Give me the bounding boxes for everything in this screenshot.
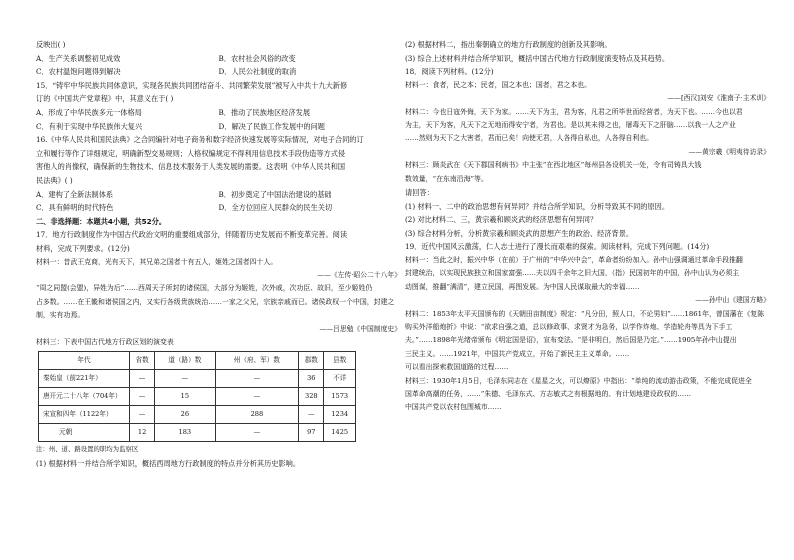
q17-subquestion-2: (2) 根据材料二，指出秦朝确立的地方行政制度的创新及其影响。 [405,40,612,49]
q19-material-1-line3: 动图谋，推翻“满清”，建立民国，再图发展。为中国人民谋取最大的幸福…… [405,282,640,291]
table-cell: — [215,424,299,442]
q16-stem-1: 16.《中华人民共和国民法典》之合同编针对电子商务和数字经济快速发展等实际情况，对电子合同的订 [36,135,364,145]
q15-options-row2 [36,120,401,134]
q18-material-2-line2: 为主，天下为客，凡天下之无地而得安宁者，为君也。是以其未得之也，屠毒天下之肝脑……以我一人之产业 [405,121,736,129]
q16-options-row2 [36,201,401,215]
table-cell: 36 [299,370,324,388]
table-cell: 唐开元二十八年（704年） [39,388,130,406]
table-cell: 328 [299,388,324,406]
q17-stem-2: 材料，完成下列要求。(12分) [36,243,130,253]
table-cell: 秦始皇（前221年） [39,370,130,388]
table-row [39,388,356,406]
q17-material-1b-line3: 制，实有功焉。 [36,311,85,320]
q14-option-c: C．农村温饱问题得到解决 [36,67,121,77]
q19-material-2-line1: 材料二：1853年太平天国颁布的《天朝田亩制度》规定：“凡分田，照人口，不论男妇”……1861年，曾国藩在《复陈 [405,309,765,318]
table-header-cell: 郡数 [299,352,324,370]
q16-stem-2: 立和履行等作了详细规定，明确新型交易规则；人格权编规定不得利用信息技术手段伪造等方式侵 [36,148,346,158]
q17-material-1: 材料一：昔武王克商，光有天下，其兄弟之国者十有五人，姬姓之国者四十人。 [36,257,278,266]
q14-options-row2 [36,65,401,79]
q16-option-b: B．初步奠定了中国法治建设的基础 [218,189,332,199]
q17-material-1b-line1: “周之同盟(会盟)，异姓为后”……西周天子所封的诸侯国，大部分为姬姓，次外戚，次功臣、故旧，至少姬姓仍 [36,284,373,293]
q19-material-1-line1: 材料一：当此之时，振兴中华（在前）于广州的“中华兴中会”，革命者纷纷加入。孙中山强调通过革命手段推翻 [405,256,743,264]
q18-subquestion-1: (1) 材料一、二中的政治思想有何异同？并结合所学知识，分析导致其不同的原因。 [405,201,670,211]
table-cell: — [215,388,299,406]
q18-material-3-line2: 数效量，“在东南沿海”等。 [405,174,488,183]
q14-option-b: B．农村社会风俗的改变 [218,53,296,63]
table-cell: 不详 [324,370,356,388]
q16-stem-3: 害他人的肖像权，确保新的生物技术、信息技术服务于人类发展的需要。这表明《中华人民共和国 [36,162,346,172]
q16-option-a: A．建构了全新法制体系 [36,189,114,199]
q18-subquestion-3: (3) 综合材料分析，分析黄宗羲和顾炎武的思想产生的政治、经济背景。 [405,228,634,238]
table-cell: — [130,388,155,406]
table-cell: 宋宣和四年（1122年） [39,406,130,424]
left-column [36,38,401,471]
q15-options-row1 [36,106,401,120]
q17-material-1b-source: ——吕思勉《中国制度史》 [319,324,401,333]
q18-material-2-line1: 材料二：今也日寇外侮，天下为家。……天下为主，君为客，凡君之所毕世而经营者，为天下也。……今也以君 [405,107,743,116]
q18-material-1: 材料一：食者，民之本；民者，国之本也；国者，君之本也。 [405,80,592,89]
q19-material-2-line2: 购买外洋船炮折》中说：“欲求自强之道，总以修政事、求贤才为急务，以学作炸炮、学造轮舟等具为下手工 [405,323,733,332]
table-cell: 12 [130,424,155,442]
q19-material-2-line3: 夫。”……1898年光绪帝颁布《明定国是诏》，宣布变法。“是非明白，然后国是乃定。”……1905年孙中山提出 [405,336,737,345]
q18-material-1-source: ——[西汉]刘安《淮南子·主术训》 [667,94,770,103]
q16-options-row1 [36,188,401,202]
q16-stem-4: 民法典》( ) [36,175,73,185]
q15-option-a: A．形成了中华民族多元一体格局 [36,107,142,117]
table-cell: — [215,370,299,388]
q19-material-3-line3: 中国共产党以农村包围城市…… [405,403,502,412]
q19-material-1-line2: 封建统治，以实现民族独立和国家富强……夫以四千余年之旧大国，（指）民国初年的中国，孙中山认为必须主 [405,269,740,278]
table-cell: 1425 [324,424,356,442]
q17-material-3-title: 材料三：下表中国古代地方行政区划的演变表 [36,337,174,346]
table-header-cell: 道（路）数 [155,352,215,370]
q14-tail: 反映出( ) [36,40,66,49]
table-cell: 97 [299,424,324,442]
table-header-cell: 州（府、军）数 [215,352,299,370]
q18-material-2-line3: ……然则为天下之大害者，君而已矣！向使无君，人各得自私也，人各得自利也。 [405,134,654,143]
q18-material-3-line1: 材料三：顾炎武在《天下郡国利病书》中主张“在西北地区”每州县各设机关一处，令有司铸具大钱 [405,161,702,170]
q18-request: 请回答： [405,188,434,198]
q14-option-a: A．生产关系调整初见成效 [36,53,121,63]
table-cell: 288 [215,406,299,424]
q19-material-1-source: ——孙中山《建国方略》 [695,296,770,305]
q15-stem-1: 15．“铸牢中华民族共同体意识，实现各民族共同团结奋斗、共同繁荣发展”被写入中共十九大新修 [36,80,348,90]
q19-material-2-line5: 可以看出探索救国道路的过程…… [405,363,509,372]
table-cell: 26 [155,406,215,424]
table-header-cell: 年代 [39,352,130,370]
q18-stem: 18．阅读下列材料。(12分) [405,67,494,77]
table-header-cell: 县数 [324,352,356,370]
q15-stem-2: 订的《中国共产党章程》中，其意义在于( ) [36,94,174,104]
table-cell: — [130,406,155,424]
table-note: 注：州、道、路设置的职均为监察区 [36,445,139,454]
q19-material-3-line1: 材料三：1930年1月5日，毛泽东同志在《星星之火，可以燎原》中指出：“单纯的流动游击政策，不能完成促进全 [405,376,752,385]
q19-material-3-line2: 国革命高潮的任务，……”朱德、毛泽东式、方志敏式之有根据地的、有计划地建设政权的…… [405,390,692,399]
table-cell: — [299,406,324,424]
q17-stem-1: 17．地方行政制度作为中国古代政治文明的重要组成部分，伴随着历史发展而不断变革完善。阅读 [36,230,348,240]
table-cell: — [130,370,155,388]
table-row [39,424,356,442]
q17-material-1b-line2: 占多数。……在王畿和诸侯国之内，又实行各级贵族统治……一家之父兄，宗族亲戚而已。诸侯政权一个中国，封建之 [36,297,395,306]
q17-subquestion-1: (1) 根据材料一并结合所学知识，概括西周地方行政制度的特点并分析其历史影响。 [36,458,301,468]
q15-option-b: B．推动了民族地区经济发展 [218,107,311,117]
q17-subquestion-3: (3) 综合上述材料并结合所学知识，概括中国古代地方行政制度演变特点及其趋势。 [405,53,670,63]
q14-options-row1 [36,52,401,66]
q19-material-2-line4: 三民主义。……1921年，中国共产党成立，开始了新民主主义革命。…… [405,349,630,358]
table-cell: 1573 [324,388,356,406]
table-header-cell: 省数 [130,352,155,370]
q17-material-1-source: ——《左传·昭公二十八年》 [317,270,401,279]
table-cell: 183 [155,424,215,442]
q15-option-d: D．解决了民族工作发展中的问题 [218,121,325,131]
table-cell: — [155,370,215,388]
q15-option-c: C．有利于实现中华民族伟大复兴 [36,121,143,131]
table-header-row [39,352,356,370]
q18-subquestion-2: (2) 对比材料二、三，黄宗羲和顾炎武的经济思想有何异同？ [405,215,598,225]
table-cell: 元朝 [39,424,130,442]
q18-material-2-source: ——黄宗羲《明夷待访录》 [688,147,770,156]
table-row [39,370,356,388]
table-cell: 1234 [324,406,356,424]
table-row [39,406,356,424]
right-column [405,38,770,415]
q16-option-c: C．具有鲜明的时代特色 [36,203,114,213]
q19-stem: 19．近代中国风云激荡，仁人志士进行了漫长而艰难的探索。阅读材料，完成下列问题。(14分) [405,242,710,252]
section-heading: 二、非选择题：本题共4小题，共52分。 [36,216,167,226]
admin-division-table [38,351,356,442]
q14-option-d: D．人民公社制度的取消 [218,67,297,77]
table-cell: 15 [155,388,215,406]
q16-option-d: D．全方位回应人民群众的民生关切 [218,203,333,213]
